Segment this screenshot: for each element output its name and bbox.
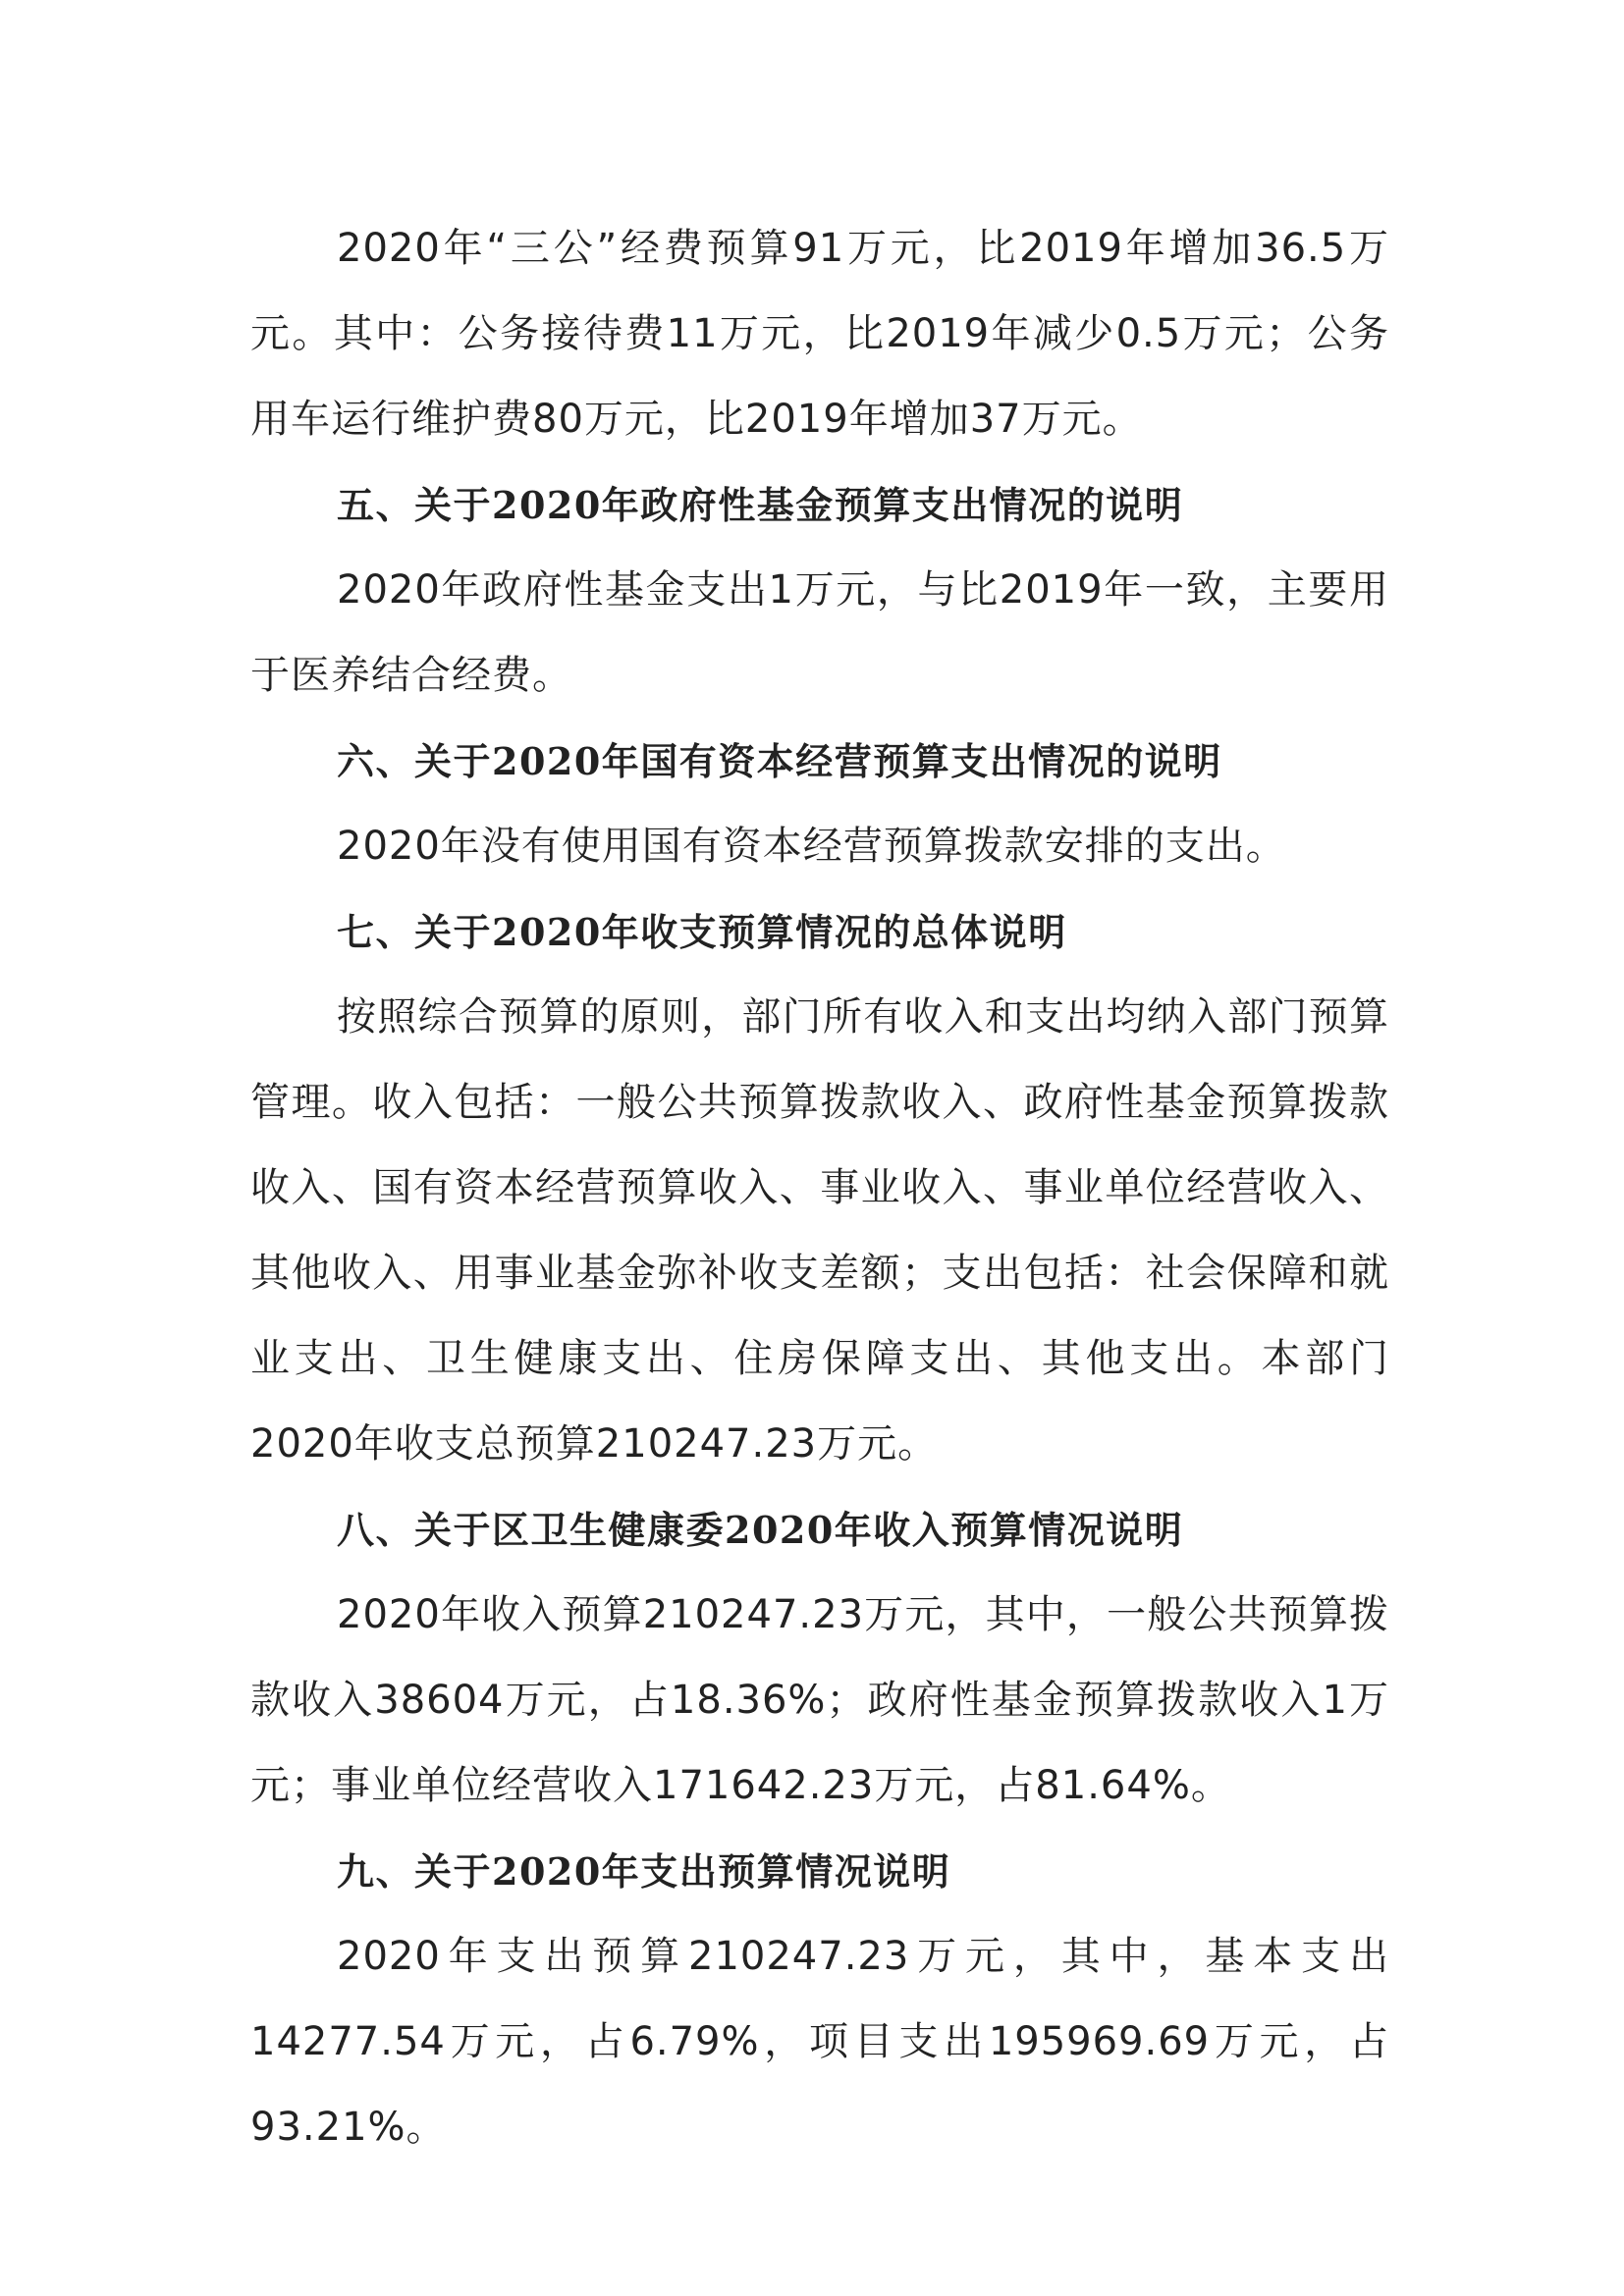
document-body — [250, 206, 1389, 2170]
paragraph-expenditure-budget: 2020年支出预算210247.23万元，其中，基本支出14277.54万元，占6.79%，项目支出195969.69万元，占93.21%。 — [250, 1934, 1389, 2150]
heading-section-6: 六、关于2020年国有资本经营预算支出情况的说明 — [337, 739, 1222, 783]
heading-section-8: 八、关于区卫生健康委2020年收入预算情况说明 — [337, 1508, 1184, 1552]
paragraph-revenue-budget: 2020年收入预算210247.23万元，其中，一般公共预算拨款收入38604万元，占18.36%；政府性基金预算拨款收入1万元；事业单位经营收入171642.23万元，占81.64%。 — [250, 1592, 1389, 1808]
paragraph-state-capital: 2020年没有使用国有资本经营预算拨款安排的支出。 — [337, 824, 1286, 869]
heading-section-7: 七、关于2020年收支预算情况的总体说明 — [337, 910, 1067, 954]
heading-section-5: 五、关于2020年政府性基金预算支出情况的说明 — [337, 483, 1184, 527]
paragraph-government-fund: 2020年政府性基金支出1万元，与比2019年一致，主要用于医养结合经费。 — [250, 567, 1389, 698]
heading-section-9: 九、关于2020年支出预算情况说明 — [337, 1849, 951, 1894]
paragraph-overall-budget: 按照综合预算的原则，部门所有收入和支出均纳入部门预算管理。收入包括：一般公共预算拨款收入、政府性基金预算拨款收入、国有资本经营预算收入、事业收入、事业单位经营收入、其他收入、用事业基金弥补收支差额；支出包括：社会保障和就业支出、卫生健康支出、住房保障支出、其他支出。本部门2020年收支总预算210247.23万元。 — [250, 994, 1389, 1467]
paragraph-three-public-funds: 2020年“三公”经费预算91万元，比2019年增加36.5万元。其中：公务接待费11万元，比2019年减少0.5万元；公务用车运行维护费80万元，比2019年增加37万元。 — [250, 226, 1389, 442]
